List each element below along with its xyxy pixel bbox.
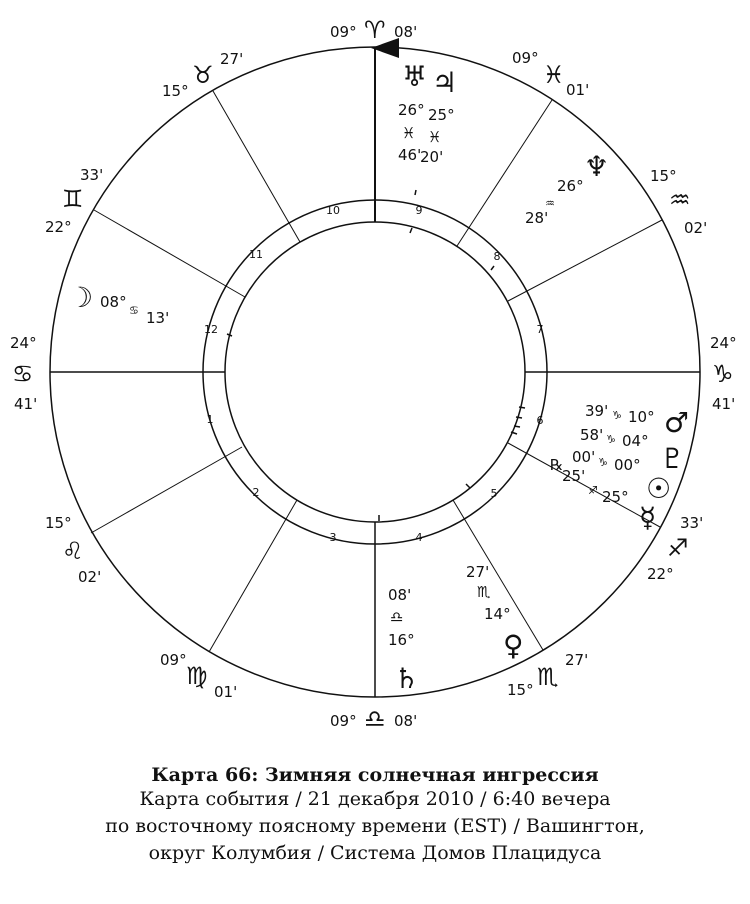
virgo-icon: ♍ — [186, 662, 208, 690]
chart-caption — [0, 760, 750, 867]
cusp-11-degree: 09° — [512, 49, 539, 67]
neptune-degree: 26° — [557, 177, 584, 195]
cusp-10-degree: 09° — [330, 23, 357, 41]
cusp-12-minute: 02' — [684, 219, 708, 237]
mars-icon: ♂ — [664, 406, 690, 439]
cusp-5-minute: 27' — [565, 651, 589, 669]
mercury-degree: 25° — [602, 488, 629, 506]
cusp-4-minute: 08' — [394, 712, 418, 730]
house-number-7: 7 — [536, 323, 544, 336]
mars-minute: 39' — [585, 402, 609, 420]
uranus-icon: ♅ — [402, 60, 428, 93]
cusp-3-degree: 09° — [160, 651, 187, 669]
cancer-icon: ♋ — [12, 360, 34, 388]
mercury-retrograde-icon: ℞ — [550, 456, 564, 474]
pluto-sign-capricorn-icon: ♑ — [606, 433, 616, 446]
mars-degree: 10° — [628, 408, 655, 426]
sun-icon: ☉ — [646, 472, 672, 505]
libra-icon: ♎ — [364, 705, 386, 733]
planet-ticks — [227, 190, 525, 521]
cusp-2-degree: 15° — [45, 514, 72, 532]
moon-sign-cancer-icon: ♋ — [129, 304, 139, 317]
caption-line-2: по восточному поясному времени (EST) / Вашингтон, — [105, 815, 645, 837]
saturn-degree: 16° — [388, 631, 415, 649]
venus-minute: 27' — [466, 563, 490, 581]
cusp-line-11 — [213, 91, 300, 242]
jupiter-minute: 20' — [420, 148, 444, 166]
sun-degree: 00° — [614, 456, 641, 474]
cusp-10-minute: 08' — [394, 23, 418, 41]
capricorn-icon: ♑ — [712, 360, 734, 388]
venus-icon: ♀ — [503, 629, 524, 662]
house-number-5: 5 — [490, 487, 498, 500]
saturn-sign-libra-icon: ♎ — [390, 608, 404, 626]
house-number-1: 1 — [206, 413, 214, 426]
venus-degree: 14° — [484, 605, 511, 623]
house-number-2: 2 — [252, 486, 260, 499]
saturn-minute: 08' — [388, 586, 412, 604]
uranus-minute: 46' — [398, 146, 422, 164]
cusp-1-minute: 41' — [14, 395, 38, 413]
caption-line-3: округ Колумбия / Система Домов Плацидуса — [148, 842, 602, 864]
sun-sign-capricorn-icon: ♑ — [598, 456, 608, 469]
cusp-11-minute: 01' — [566, 81, 590, 99]
cusp-line-8 — [508, 220, 662, 301]
cusp-1-degree: 24° — [10, 334, 37, 352]
house-number-8: 8 — [493, 250, 501, 263]
neptune-minute: 28' — [525, 209, 549, 227]
house-number-4: 4 — [415, 531, 423, 544]
house-ring-inner — [225, 222, 525, 522]
moon-degree: 08° — [100, 293, 127, 311]
pisces-icon: ♓ — [543, 61, 565, 89]
jupiter-sign-pisces-icon: ♓ — [428, 128, 442, 146]
cusp-line-12 — [94, 210, 245, 297]
moon-minute: 13' — [146, 309, 170, 327]
neptune-sign-aquarius-icon: ♒ — [545, 197, 555, 210]
scorpio-icon: ♏ — [537, 663, 559, 691]
neptune-icon: ♆ — [584, 150, 610, 183]
cusp-7-minute: 41' — [712, 395, 736, 413]
cusp-11b-minute: 27' — [220, 50, 244, 68]
uranus-sign-pisces-icon: ♓ — [402, 124, 416, 142]
leo-icon: ♌ — [62, 537, 84, 565]
mercury-icon: ☿ — [639, 501, 657, 534]
aries-icon: ♈ — [364, 16, 386, 44]
cusp-line-2 — [91, 447, 242, 533]
cusp-2-minute: 02' — [78, 568, 102, 586]
house-number-9: 9 — [415, 204, 423, 217]
taurus-icon: ♉ — [192, 61, 214, 89]
caption-title: Карта 66: Зимняя солнечная ингрессия — [151, 764, 599, 786]
house-number-12: 12 — [204, 323, 218, 336]
house-number-6: 6 — [536, 414, 544, 427]
cusp-7-degree: 24° — [710, 334, 737, 352]
pluto-degree: 04° — [622, 432, 649, 450]
aquarius-icon: ♒ — [669, 186, 691, 214]
mercury-minute: 25' — [562, 467, 586, 485]
jupiter-degree: 25° — [428, 106, 455, 124]
cusp-12b-minute: 33' — [80, 166, 104, 184]
uranus-degree: 26° — [398, 101, 425, 119]
gemini-icon: ♊ — [62, 185, 84, 213]
pluto-minute: 58' — [580, 426, 604, 444]
house-number-10: 10 — [326, 204, 340, 217]
house-number-11: 11 — [249, 248, 263, 261]
cusp-line-3 — [209, 500, 297, 652]
sagittarius-icon: ♐ — [667, 534, 689, 562]
cusp-4-degree: 09° — [330, 712, 357, 730]
mars-sign-capricorn-icon: ♑ — [612, 409, 622, 422]
mercury-sign-sagittarius-icon: ♐ — [588, 484, 598, 497]
cusp-12-degree: 15° — [650, 167, 677, 185]
sun-minute: 00' — [572, 448, 596, 466]
moon-icon: ☽ — [68, 281, 94, 314]
pluto-icon: ♇ — [660, 442, 686, 475]
saturn-icon: ♄ — [394, 662, 420, 695]
jupiter-icon: ♃ — [432, 66, 458, 99]
cusp-5-degree: 15° — [507, 681, 534, 699]
cusp-6-degree: 22° — [647, 565, 674, 583]
cusp-6-minute: 33' — [680, 514, 704, 532]
house-number-3: 3 — [329, 531, 337, 544]
cusp-12b-degree: 22° — [45, 218, 72, 236]
cusp-3-minute: 01' — [214, 683, 238, 701]
cusp-11b-degree: 15° — [162, 82, 189, 100]
caption-line-1: Карта события / 21 декабря 2010 / 6:40 вечера — [139, 788, 611, 810]
venus-sign-scorpio-icon: ♏ — [477, 583, 491, 601]
